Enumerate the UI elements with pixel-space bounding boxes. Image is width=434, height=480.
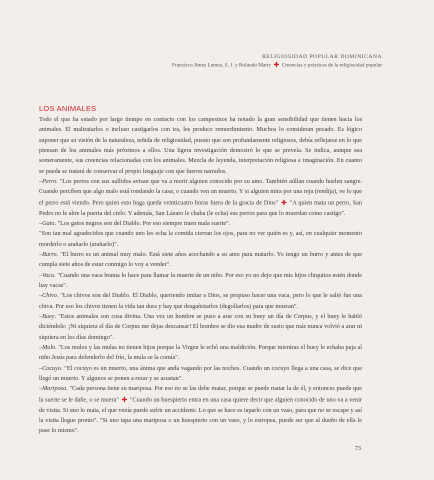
dash: – [39,364,43,372]
page-number: 73 [354,445,361,452]
animal-label: Mulo [42,344,56,352]
paragraph-text: . "Estos animales son cosa divina. Una vez un hombre se puso a arar con su buey un día de Corpus, y el buey le habló diciéndole: ¡Ni siquiera el día de Corpus me dejas descansar! El hombre se dio esa madre de susto que más nunca volvió a arar ni siquiera en los días domingo". [39,313,362,341]
paragraph-text: . "Los perros con sus aullidos avisan que va a morir alguien conocido por su amo. También aúllan cuando huelen sangre. Cuando perciben que algo malo está rondando la casa; o cuando ven un muerto. Y si alguien mira por una reja (rendija), ve lo que el perro está viendo. Pero quien esto haga queda veinticuatro horas fuera de la gracia de Dios" [39,178,362,207]
header-subtitle: Creencias y prácticas de la religiosidad popular [281,62,382,69]
paragraph-text: . "Los mulos y las mulas no tienen hijos porque la Virgen le echó una maldición. Porque mientras el buey le echaba paja al niño Jesús para defenderlo del frío, la mula se la comía". [39,344,362,362]
cross-icon: ✚ [273,61,280,69]
paragraph-text: . "Los gatos negros son del Diablo. Por eso siempre traen mala suerte". [54,219,231,227]
paragraph [39,364,362,385]
paragraph [39,312,362,343]
animal-label: Cocuyo [42,364,61,372]
dash: – [39,250,43,258]
paragraph-text: . "Los chivos son del Diablo. El Diablo, queriendo imitar a Dios, se propuso hacer una vaca, pero lo que le salió fue una chiva. Por eso los chivos tienen la vida tan dura y hay que desgañotarlos (degollarlos) para que mueran". [39,292,362,310]
paragraph [39,219,362,229]
paragraph [39,343,362,364]
paragraph [39,229,362,250]
animal-label: Perro [42,178,57,186]
animal-label: Gato [42,219,55,227]
cross-icon: ✚ [281,198,287,207]
paragraph-text: . "El burro es un animal muy malo. Está siete años acechando a su amo para matarlo. Yo tengo un burro y antes de que cumpla siete años de estar conmigo lo voy a vender". [39,250,362,269]
header-authors: Francisco Jimez Lemos, S. J. y Rolando Marty [172,62,272,69]
paragraph-text: "A quien mata un perro, San Pedro no le abre la puerta del cielo. Y además, San Lázaro le chaba (le echa) sus perros para que lo muerdan como castigo". [39,199,362,217]
paragraph [39,384,362,436]
dash: – [39,178,43,186]
dash: – [39,292,43,300]
dash: – [39,313,43,321]
dash: – [39,385,43,393]
dash: – [39,271,43,279]
animal-label: Burro [42,250,57,258]
animal-label: Mariposa [42,385,67,393]
paragraph [39,291,362,312]
paragraph [39,177,362,219]
paragraph-text: . "Cuando una vaca brama lo hace para llamar la muerte de un niño. Por eso yo no dejo que mis hijos chiquitos estén donde hay vacas". [39,271,362,289]
paragraph-text: "Son tan mal agradecidos que cuando uno les echa la comida cierran los ojos, para no ver quién es y, así, en cualquier momento morderlo o arañarlo (arañarlo)". [39,230,362,248]
dash: – [39,344,43,352]
animal-label: Chivo [42,292,57,300]
paragraph [39,115,362,177]
paragraph-text: . "El cocuyo es un muerto, una ánima que anda vagando por las noches. Cuando un cocuyo llega a una casa, se dice que llegó un muerto. Y algunos se ponen a rezar y se asustan". [39,364,362,383]
paragraph-text: Todo el que ha estado por largo tiempo en contacto con los campesinos ha notado la gran sensibilidad que tienen hacia los animales. El maltratarlos o incluso castigarlos con ira, les produce remordimiento. Muchos lo consideran pecado. Es lógico suponer que su visión de la naturaleza, teñida de religiosidad, puesto que son profundamente religiosos, debía reflejarse en lo que piensan de los animales más próximos a ellos. Una ligera investigación demostró lo que se preveía. Se indica, aunque sea someramente, sus creencias relacionadas con los animales. Mezcla de leyenda, interpretación religiosa e imaginación. En cuanto se pueda se tratará de conservar el propio lenguaje con que fueron narrados. [39,116,362,175]
animal-label: Vaca [42,271,55,279]
cross-icon: ✚ [121,395,128,404]
paragraph-text: "Cuando un huespierto entra en una casa quiere decir que alguien conocido de uno va a venir de visita. Si uno lo mata, el que venía puede sufrir un accidente. Lo que se hace es taparlo con un vaso, para que no se escape y así la visita llegue pronto". "Si uno tapa una mariposa o un huespierto con un vaso, y lo estropea, puede ser que al dueño de ella le pase lo mismo". [39,396,363,435]
paragraph [39,250,362,271]
paragraph [39,271,362,292]
header-subline [172,61,382,70]
body-text [39,115,362,437]
running-header [172,53,382,70]
section-title: LOS ANIMALES [39,104,97,113]
paragraph-text: . "Cada persona tiene su mariposa. Por eso no se las debe matar, porque se puede matar la de él, y entonces puede que la suerte se le dañe, o se muera" [39,385,362,404]
header-title: RELIGIOSIDAD POPULAR DOMINICANA [262,54,382,60]
dash: – [39,219,43,227]
animal-label: Buey [42,313,55,321]
